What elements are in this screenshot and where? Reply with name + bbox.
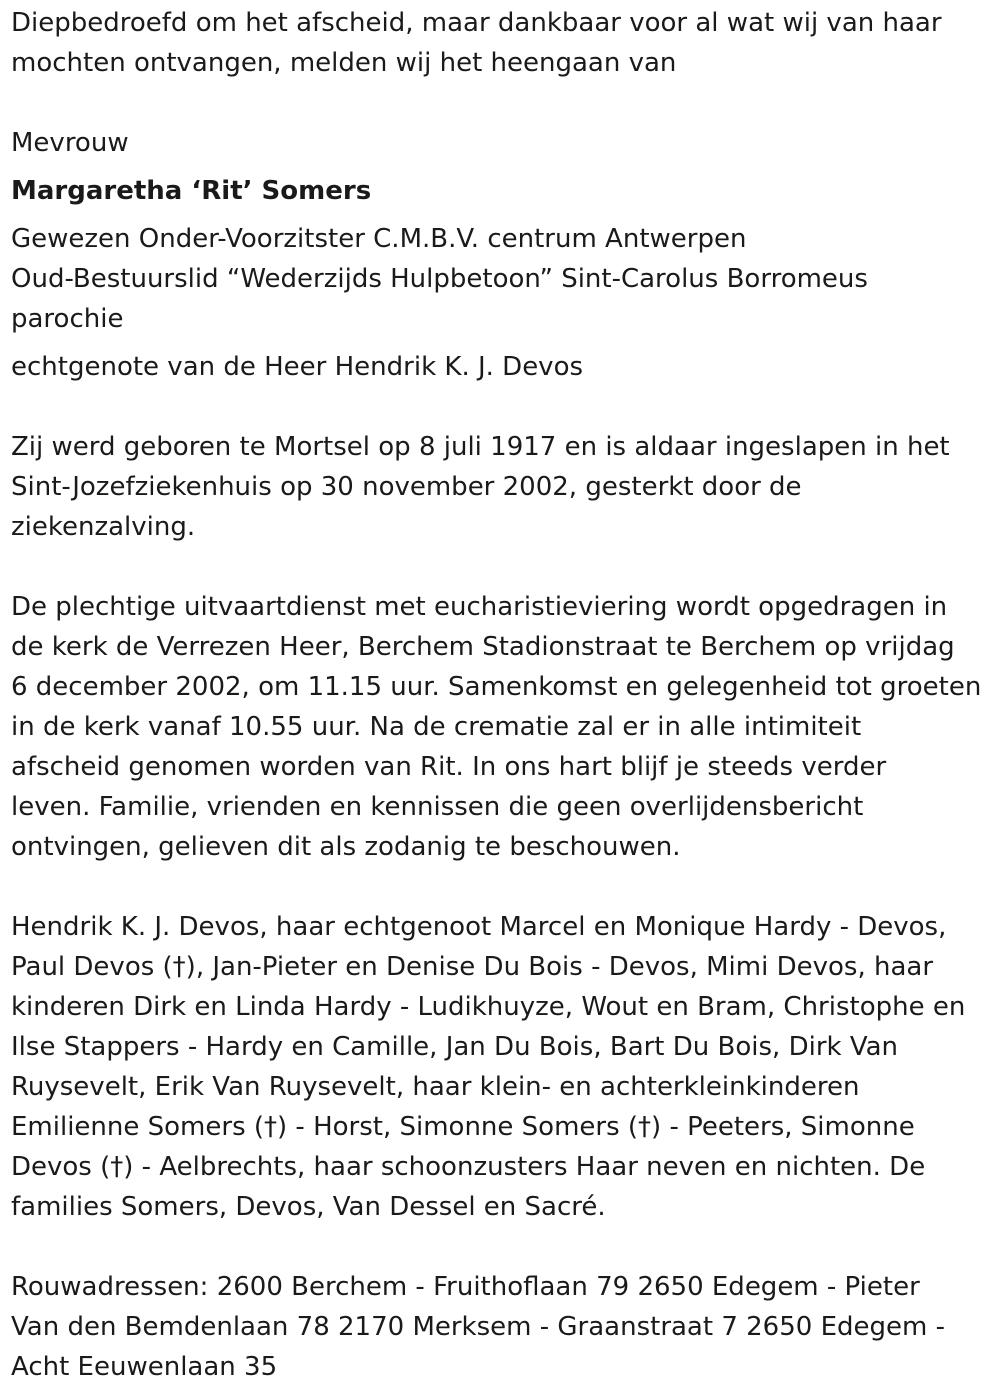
family-paragraph: Hendrik K. J. Devos, haar echtgenoot Marcel en Monique Hardy - Devos, Paul Devos (†), Jan-Pieter en Denise Du Bois - Devos, Mimi Devos, haar kinderen Dirk en Linda Hardy - Ludikhuyze, Wout en Bram, Christophe en Ilse Stappers - Hardy en Camille, Jan Du Bois, Bart Du Bois, Dirk Van Ruysevelt, Erik Van Ruysevelt, haar klein- en achterkleinkinderen Emilienne Somers (†) - Horst, Simonne Somers (†) - Peeters, Simonne Devos (†) - Aelbrechts, haar schoonzusters Haar neven en nichten. De families Somers, Devos, Van Dessel en Sacré.	[11, 912, 966, 1222]
funeral-paragraph: De plechtige uitvaartdienst met eucharistieviering wordt opgedragen in de kerk de Verrezen Heer, Berchem Stadionstraat te Berchem op vrijdag 6 december 2002, om 11.15 uur. Samenkomst en gelegenheid tot groeten in de kerk vanaf 10.55 uur. Na de crematie zal er in alle intimiteit afscheid genomen worden van Rit. In ons hart blijf je steeds verder leven. Familie, vrienden en kennissen die geen overlijdensbericht ontvingen, gelieven dit als zodanig te beschouwen.	[11, 592, 982, 862]
intro-paragraph: Diepbedroefd om het afscheid, maar dankbaar voor al wat wij van haar mochten ontvangen, melden wij het heengaan van	[11, 8, 942, 78]
spouse-line: echtgenote van de Heer Hendrik K. J. Devos	[11, 352, 584, 382]
obituary-document	[11, 3, 996, 1387]
title-prefix: Mevrouw	[11, 128, 129, 158]
functions-paragraph: Gewezen Onder-Voorzitster C.M.B.V. centrum Antwerpen Oud-Bestuurslid “Wederzijds Hulpbetoon” Sint-Carolus Borromeus parochie	[11, 224, 868, 334]
birth-death-paragraph: Zij werd geboren te Mortsel op 8 juli 1917 en is aldaar ingeslapen in het Sint-Jozefziekenhuis op 30 november 2002, gesterkt door de ziekenzalving.	[11, 432, 950, 542]
deceased-name: Margaretha ‘Rit’ Somers	[11, 176, 372, 206]
addresses-paragraph: Rouwadressen: 2600 Berchem - Fruithoflaan 79 2650 Edegem - Pieter Van den Bemdenlaan 78 2170 Merksem - Graanstraat 7 2650 Edegem - Acht Eeuwenlaan 35	[11, 1272, 945, 1382]
